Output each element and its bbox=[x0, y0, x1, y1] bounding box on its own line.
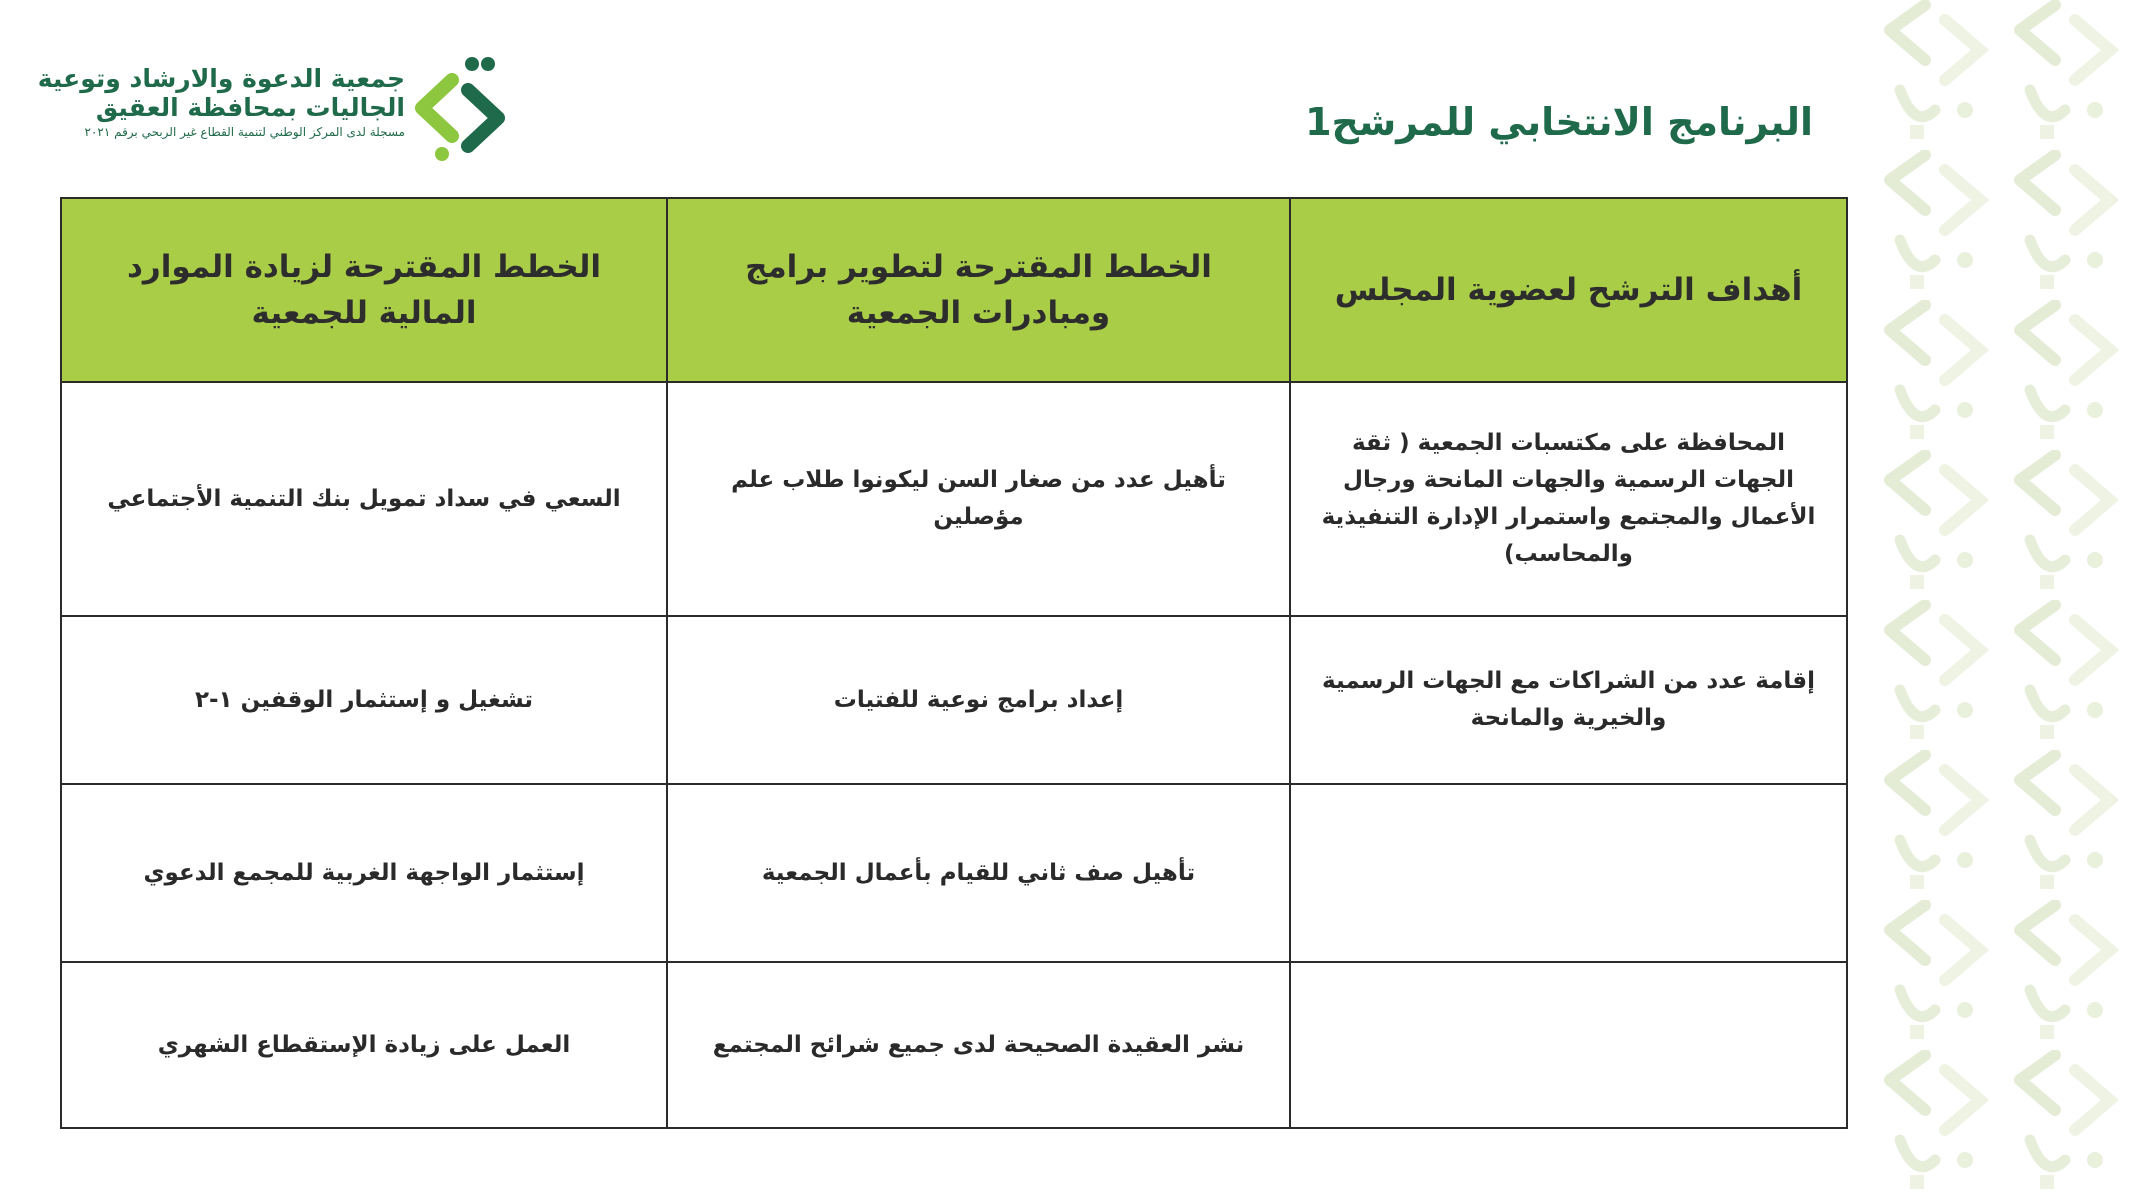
header-goals: أهداف الترشح لعضوية المجلس bbox=[1290, 198, 1847, 382]
organization-logo bbox=[37, 50, 510, 165]
logo-line-3: مسجلة لدى المركز الوطني لتنمية القطاع غير الربحي برقم ٢٠٢١ bbox=[84, 125, 405, 139]
table-cell: إعداد برامج نوعية للفتيات bbox=[667, 616, 1290, 784]
table-cell: تأهيل صف ثاني للقيام بأعمال الجمعية bbox=[667, 784, 1290, 962]
logo-mark-icon bbox=[410, 50, 510, 165]
decorative-pattern bbox=[1870, 0, 2133, 1200]
table-cell: السعي في سداد تمويل بنك التنمية الأجتماعي bbox=[61, 382, 667, 616]
logo-line-2: الجاليات بمحافظة العقيق bbox=[95, 93, 405, 122]
table-cell: تشغيل و إستثمار الوقفين ١-٢ bbox=[61, 616, 667, 784]
table-row bbox=[61, 784, 1847, 962]
table-cell: العمل على زيادة الإستقطاع الشهري bbox=[61, 962, 667, 1128]
election-program-table bbox=[60, 197, 1848, 1129]
header-program-plans: الخطط المقترحة لتطوير برامج ومبادرات الجمعية bbox=[667, 198, 1290, 382]
table-cell: نشر العقيدة الصحيحة لدى جميع شرائح المجتمع bbox=[667, 962, 1290, 1128]
table-header-row bbox=[61, 198, 1847, 382]
header-financial-plans: الخطط المقترحة لزيادة الموارد المالية للجمعية bbox=[61, 198, 667, 382]
table-cell: تأهيل عدد من صغار السن ليكونوا طلاب علم مؤصلين bbox=[667, 382, 1290, 616]
table-row bbox=[61, 616, 1847, 784]
table-cell: إقامة عدد من الشراكات مع الجهات الرسمية والخيرية والمانحة bbox=[1290, 616, 1847, 784]
table-cell: إستثمار الواجهة الغربية للمجمع الدعوي bbox=[61, 784, 667, 962]
table-cell bbox=[1290, 784, 1847, 962]
table-row bbox=[61, 962, 1847, 1128]
table-row bbox=[61, 382, 1847, 616]
table-cell: المحافظة على مكتسبات الجمعية ( ثقة الجهات الرسمية والجهات المانحة ورجال الأعمال والمجتمع واستمرار الإدارة التنفيذية والمحاسب) bbox=[1290, 382, 1847, 616]
logo-line-1: جمعية الدعوة والارشاد وتوعية bbox=[37, 64, 405, 93]
logo-text bbox=[37, 64, 405, 142]
table-cell bbox=[1290, 962, 1847, 1128]
page-title: البرنامج الانتخابي للمرشح1 bbox=[1305, 100, 1813, 144]
